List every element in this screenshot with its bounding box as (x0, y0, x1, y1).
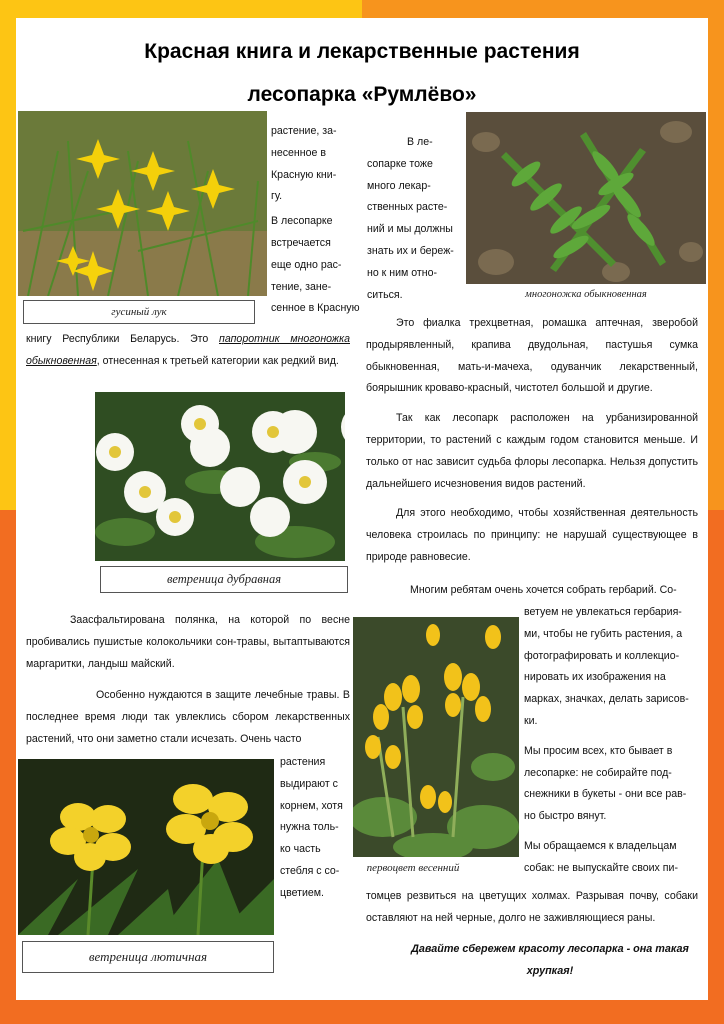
text-line: несенное в (271, 146, 326, 159)
text-line: растение, за- (271, 125, 337, 137)
text-paragraph-fern (26, 329, 350, 373)
text-line: сопарке тоже (367, 157, 433, 170)
page-title-line1: Красная книга и лекарственные растения (144, 40, 580, 63)
text-line: сенное в Красную (271, 302, 360, 315)
text-right-column (366, 313, 698, 569)
text-line: фотографировать и коллекцио- (524, 649, 680, 662)
text-line: Мы обращаемся к владельцам (524, 839, 677, 852)
text-line: ний и мы должны (367, 223, 453, 236)
text-left-middle (26, 610, 350, 751)
photo-polypody (466, 112, 706, 284)
text-line: нировать их изображения на (524, 671, 666, 684)
text-line: но к ним отно- (367, 266, 438, 279)
text-dogs-rest: томцев резвиться на цветущих холмах. Разрывая почву, собаки оставляют на ней черные, долго не заживляющиеся раны. (366, 890, 698, 924)
paragraph-asphalt: Заасфальтирована полянка, на которой по весне пробивались пушистые колокольчики сон-травы, вытаптываются маргаритки, ландыш майский. (26, 614, 350, 670)
caption-cowslip: первоцвет весенний (366, 862, 460, 874)
text-line: но быстро вянут. (524, 810, 607, 823)
photo-yellow-anemone (18, 759, 274, 935)
text-line: знать их и береж- (367, 244, 454, 257)
caption-polypody: многоножка обыкновенная (525, 289, 647, 300)
text-line: собак: не выпускайте своих пи- (524, 861, 678, 874)
text-line: марках, значках, делать зарисов- (524, 693, 689, 706)
text-herbarium-lead: Многим ребятам очень хочется собрать гербарий. Со- (410, 584, 677, 596)
text-line: еще одно рас- (271, 258, 342, 271)
text-line: ко часть (280, 843, 321, 856)
text-herbarium-column (524, 602, 698, 880)
paragraph-medicinal-list: Это фиалка трехцветная, ромашка аптечная, зверобой продырявленный, крапива двудольная, пастушья сумка обыкновенная, мать-и-мачеха, одуванчик лекарственный, боярышник кроваво-красный, чистотел большой и другие. (366, 317, 698, 395)
closing-appeal: Давайте сбережем красоту лесопарка - она такая хрупкая! (411, 943, 689, 977)
text-line: ственных расте- (367, 201, 448, 214)
text-line: нужна толь- (280, 821, 339, 834)
text-line: В ле- (407, 136, 433, 148)
text-left-narrow-column (280, 752, 350, 905)
paragraph-herbs: Особенно нуждаются в защите лечебные травы. В последнее время люди так увлеклись сбором лекарственных растений, что они заметно стали исчезать. Очень часто (26, 689, 350, 745)
text-right-narrow-column (367, 132, 461, 306)
text-fern-link: папоротник многоножка обыкновенная (26, 333, 350, 367)
text-line: корнем, хотя (280, 799, 343, 812)
text-line: тение, зане- (271, 280, 332, 293)
text-line: ситься. (367, 288, 403, 301)
caption-wood-anemone: ветреница дубравная (100, 566, 348, 593)
text-line: гу. (271, 190, 283, 203)
text-line: растения (280, 756, 326, 768)
text-line: Красную кни- (271, 168, 337, 181)
photo-goose-onion (18, 111, 267, 296)
paragraph-principle: Для этого необходимо, чтобы хозяйственная деятельность человека строилась по принципу: не нарушай существующее в природе равновесие. (366, 507, 698, 563)
text-fern-b: , отнесенная к третьей категории как редкий вид. (96, 354, 339, 367)
text-line: много лекар- (367, 179, 431, 192)
photo-wood-anemone (95, 392, 345, 561)
caption-yellow-anemone: ветреница лютичная (22, 941, 274, 973)
text-line: цветием. (280, 886, 325, 899)
text-line: встречается (271, 236, 331, 249)
text-line: Мы просим всех, кто бывает в (524, 744, 673, 757)
paragraph-urban: Так как лесопарк расположен на урбанизированной территории, то растений с каждым годом становится меньше. И только от нас зависит судьба флоры лесопарка. Нельзя допустить дальнейшего исчезновения видов растений. (366, 412, 698, 490)
text-line: ки. (524, 714, 538, 727)
caption-goose-onion: гусиный лук (23, 300, 255, 324)
text-fern-a: книгу Республики Беларусь. Это (26, 333, 219, 345)
text-line: ми, чтобы не губить растения, а (524, 627, 683, 640)
text-line: выдирают с (280, 777, 338, 790)
text-middle-column (271, 121, 360, 320)
text-line: лесопарке: не собирайте под- (524, 766, 672, 779)
text-line: снежники в букеты - они все рав- (524, 788, 687, 801)
page-title-line2: лесопарка «Румлёво» (247, 83, 477, 106)
text-line: В лесопарке (271, 215, 333, 228)
text-line: ветуем не увлекаться гербария- (524, 606, 682, 618)
text-line: стебля с со- (280, 864, 340, 877)
photo-cowslip (353, 617, 519, 857)
